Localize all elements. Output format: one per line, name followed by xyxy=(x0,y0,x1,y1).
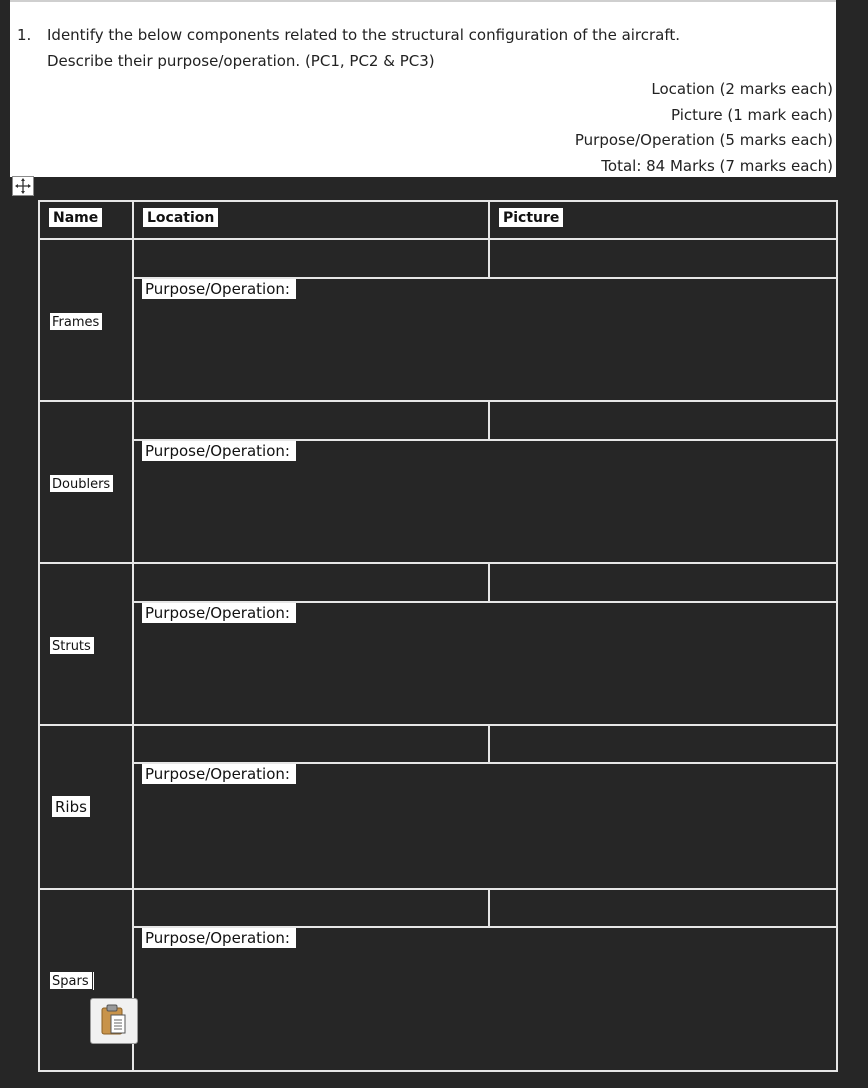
purpose-label: Purpose/Operation: xyxy=(142,441,296,461)
picture-cell-spars[interactable] xyxy=(489,889,837,927)
table-row xyxy=(39,763,837,888)
table-move-handle[interactable] xyxy=(12,176,34,196)
marks-location: Location (2 marks each) xyxy=(651,80,833,98)
name-cell-doublers[interactable] xyxy=(39,401,133,563)
purpose-label: Purpose/Operation: xyxy=(142,928,296,948)
name-cell-frames[interactable] xyxy=(39,239,133,401)
table-row xyxy=(39,602,837,725)
purpose-cell-spars[interactable] xyxy=(133,927,837,1071)
header-picture: Picture xyxy=(499,208,563,227)
table-row xyxy=(39,239,837,277)
purpose-cell-frames[interactable] xyxy=(133,278,837,401)
marks-breakdown xyxy=(575,77,833,179)
name-cell-ribs[interactable] xyxy=(39,725,133,889)
location-cell-frames[interactable] xyxy=(133,239,489,277)
purpose-cell-struts[interactable] xyxy=(133,602,837,725)
location-cell-struts[interactable] xyxy=(133,563,489,601)
marks-purpose: Purpose/Operation (5 marks each) xyxy=(574,131,833,149)
paste-options-button[interactable] xyxy=(90,998,138,1044)
table-row xyxy=(39,563,837,601)
marks-picture: Picture (1 mark each) xyxy=(671,105,833,124)
component-name-frames: Frames xyxy=(50,313,102,330)
header-picture-cell[interactable] xyxy=(489,201,837,239)
table-row xyxy=(39,927,837,1071)
purpose-cell-doublers[interactable] xyxy=(133,440,837,563)
picture-cell-struts[interactable] xyxy=(489,563,837,601)
question-number: 1. xyxy=(17,26,32,44)
question-text-line2: Describe their purpose/operation. (PC1, PC2 & PC3) xyxy=(47,52,435,70)
purpose-label: Purpose/Operation: xyxy=(142,764,296,784)
marks-total: Total: 84 Marks (7 marks each) xyxy=(601,156,833,175)
component-name-ribs: Ribs xyxy=(52,796,90,817)
location-cell-doublers[interactable] xyxy=(133,401,489,439)
table-row xyxy=(39,889,837,927)
header-location-cell[interactable] xyxy=(133,201,489,239)
clipboard-icon xyxy=(91,999,137,1043)
picture-cell-frames[interactable] xyxy=(489,239,837,277)
header-name: Name xyxy=(49,208,102,227)
component-name-doublers: Doublers xyxy=(50,475,113,492)
picture-cell-doublers[interactable] xyxy=(489,401,837,439)
component-name-spars: Spars xyxy=(50,972,92,989)
purpose-cell-ribs[interactable] xyxy=(133,763,837,888)
move-cross-icon xyxy=(13,177,33,195)
header-location: Location xyxy=(143,208,218,227)
table-header-row xyxy=(39,201,837,239)
component-name-struts: Struts xyxy=(50,637,94,654)
table-row xyxy=(39,278,837,401)
name-cell-struts[interactable] xyxy=(39,563,133,725)
location-cell-spars[interactable] xyxy=(133,889,489,927)
question-block xyxy=(10,2,836,177)
table-row xyxy=(39,401,837,439)
text-cursor xyxy=(93,972,94,990)
purpose-label: Purpose/Operation: xyxy=(142,279,296,299)
table-row xyxy=(39,725,837,763)
components-table xyxy=(38,200,838,1072)
location-cell-ribs[interactable] xyxy=(133,725,489,763)
header-name-cell[interactable] xyxy=(39,201,133,239)
table-row xyxy=(39,440,837,563)
question-text-line1: Identify the below components related to the structural configuration of the aircraft. xyxy=(47,26,681,44)
purpose-label: Purpose/Operation: xyxy=(142,603,296,623)
picture-cell-ribs[interactable] xyxy=(489,725,837,763)
